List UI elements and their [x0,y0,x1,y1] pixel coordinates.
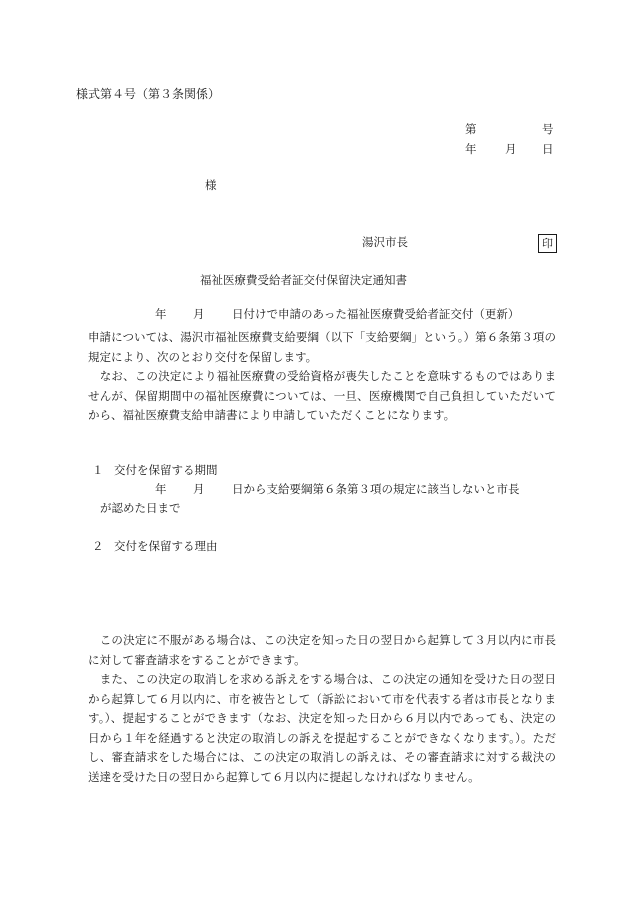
section2-number: ２ [92,539,104,553]
intro-nen: 年 [155,307,167,321]
intro-tsuki: 月 [193,307,205,321]
section1-tsuki: 月 [193,482,205,496]
intro-paragraph: 申請については、湯沢市福祉医療費支給要綱（以下「支給要綱」という。）第６条第３項の規定により、次のとおり交付を保留します。 [88,330,556,364]
section2-heading: 交付を保留する理由 [114,539,218,553]
section1-nen: 年 [155,482,167,496]
issuer: 湯沢市長 [362,235,408,249]
section1-line2: が認めた日まで [100,501,181,515]
appeal-paragraph: この決定に不服がある場合は、この決定を知った日の翌日から起算して３月以内に市長に対して審査請求をすることができます。 [88,633,556,667]
intro-rest: 日付けで申請のあった福祉医療費受給者証交付（更新） [232,307,520,321]
section1-number: １ [92,463,104,477]
note-paragraph: なお、この決定により福祉医療費の受給資格が喪失したことを意味するものではありませんが、保留期間中の福祉医療費については、一旦、医療機関で自己負担していただいてから、福祉医療費支給申請書により申請していただくことになります。 [88,369,556,422]
form-number: 様式第４号（第３条関係） [76,87,221,101]
section1-rest: 日から支給要綱第６条第３項の規定に該当しないと市長 [232,482,520,496]
lawsuit-paragraph: また、この決定の取消しを求める訴えをする場合は、この決定の通知を受けた日の翌日から起算して６月以内に、市を被告として（訴訟において市を代表する者は市長となります。）、提起することができます（なお、決定を知った日から６月以内であっても、決定の日から１年を経過すると決定の取消しの訴えを提起することができなくなります。）。ただし、審査請求をした場合には、この決定の取消しの訴えは、その審査請求に対する裁決の送達を受けた日の翌日から起算して６月以内に提起しなければなりません。 [88,672,556,784]
header-dai: 第 [465,122,477,136]
header-nen: 年 [465,142,477,156]
addressee-suffix: 様 [205,178,217,192]
section1-heading: 交付を保留する期間 [114,463,218,477]
header-go: 号 [542,122,554,136]
header-hi: 日 [542,142,554,156]
seal-mark: 印 [538,234,557,253]
document-title: 福祉医療費受給者証交付保留決定通知書 [200,273,407,287]
header-tsuki: 月 [505,142,517,156]
